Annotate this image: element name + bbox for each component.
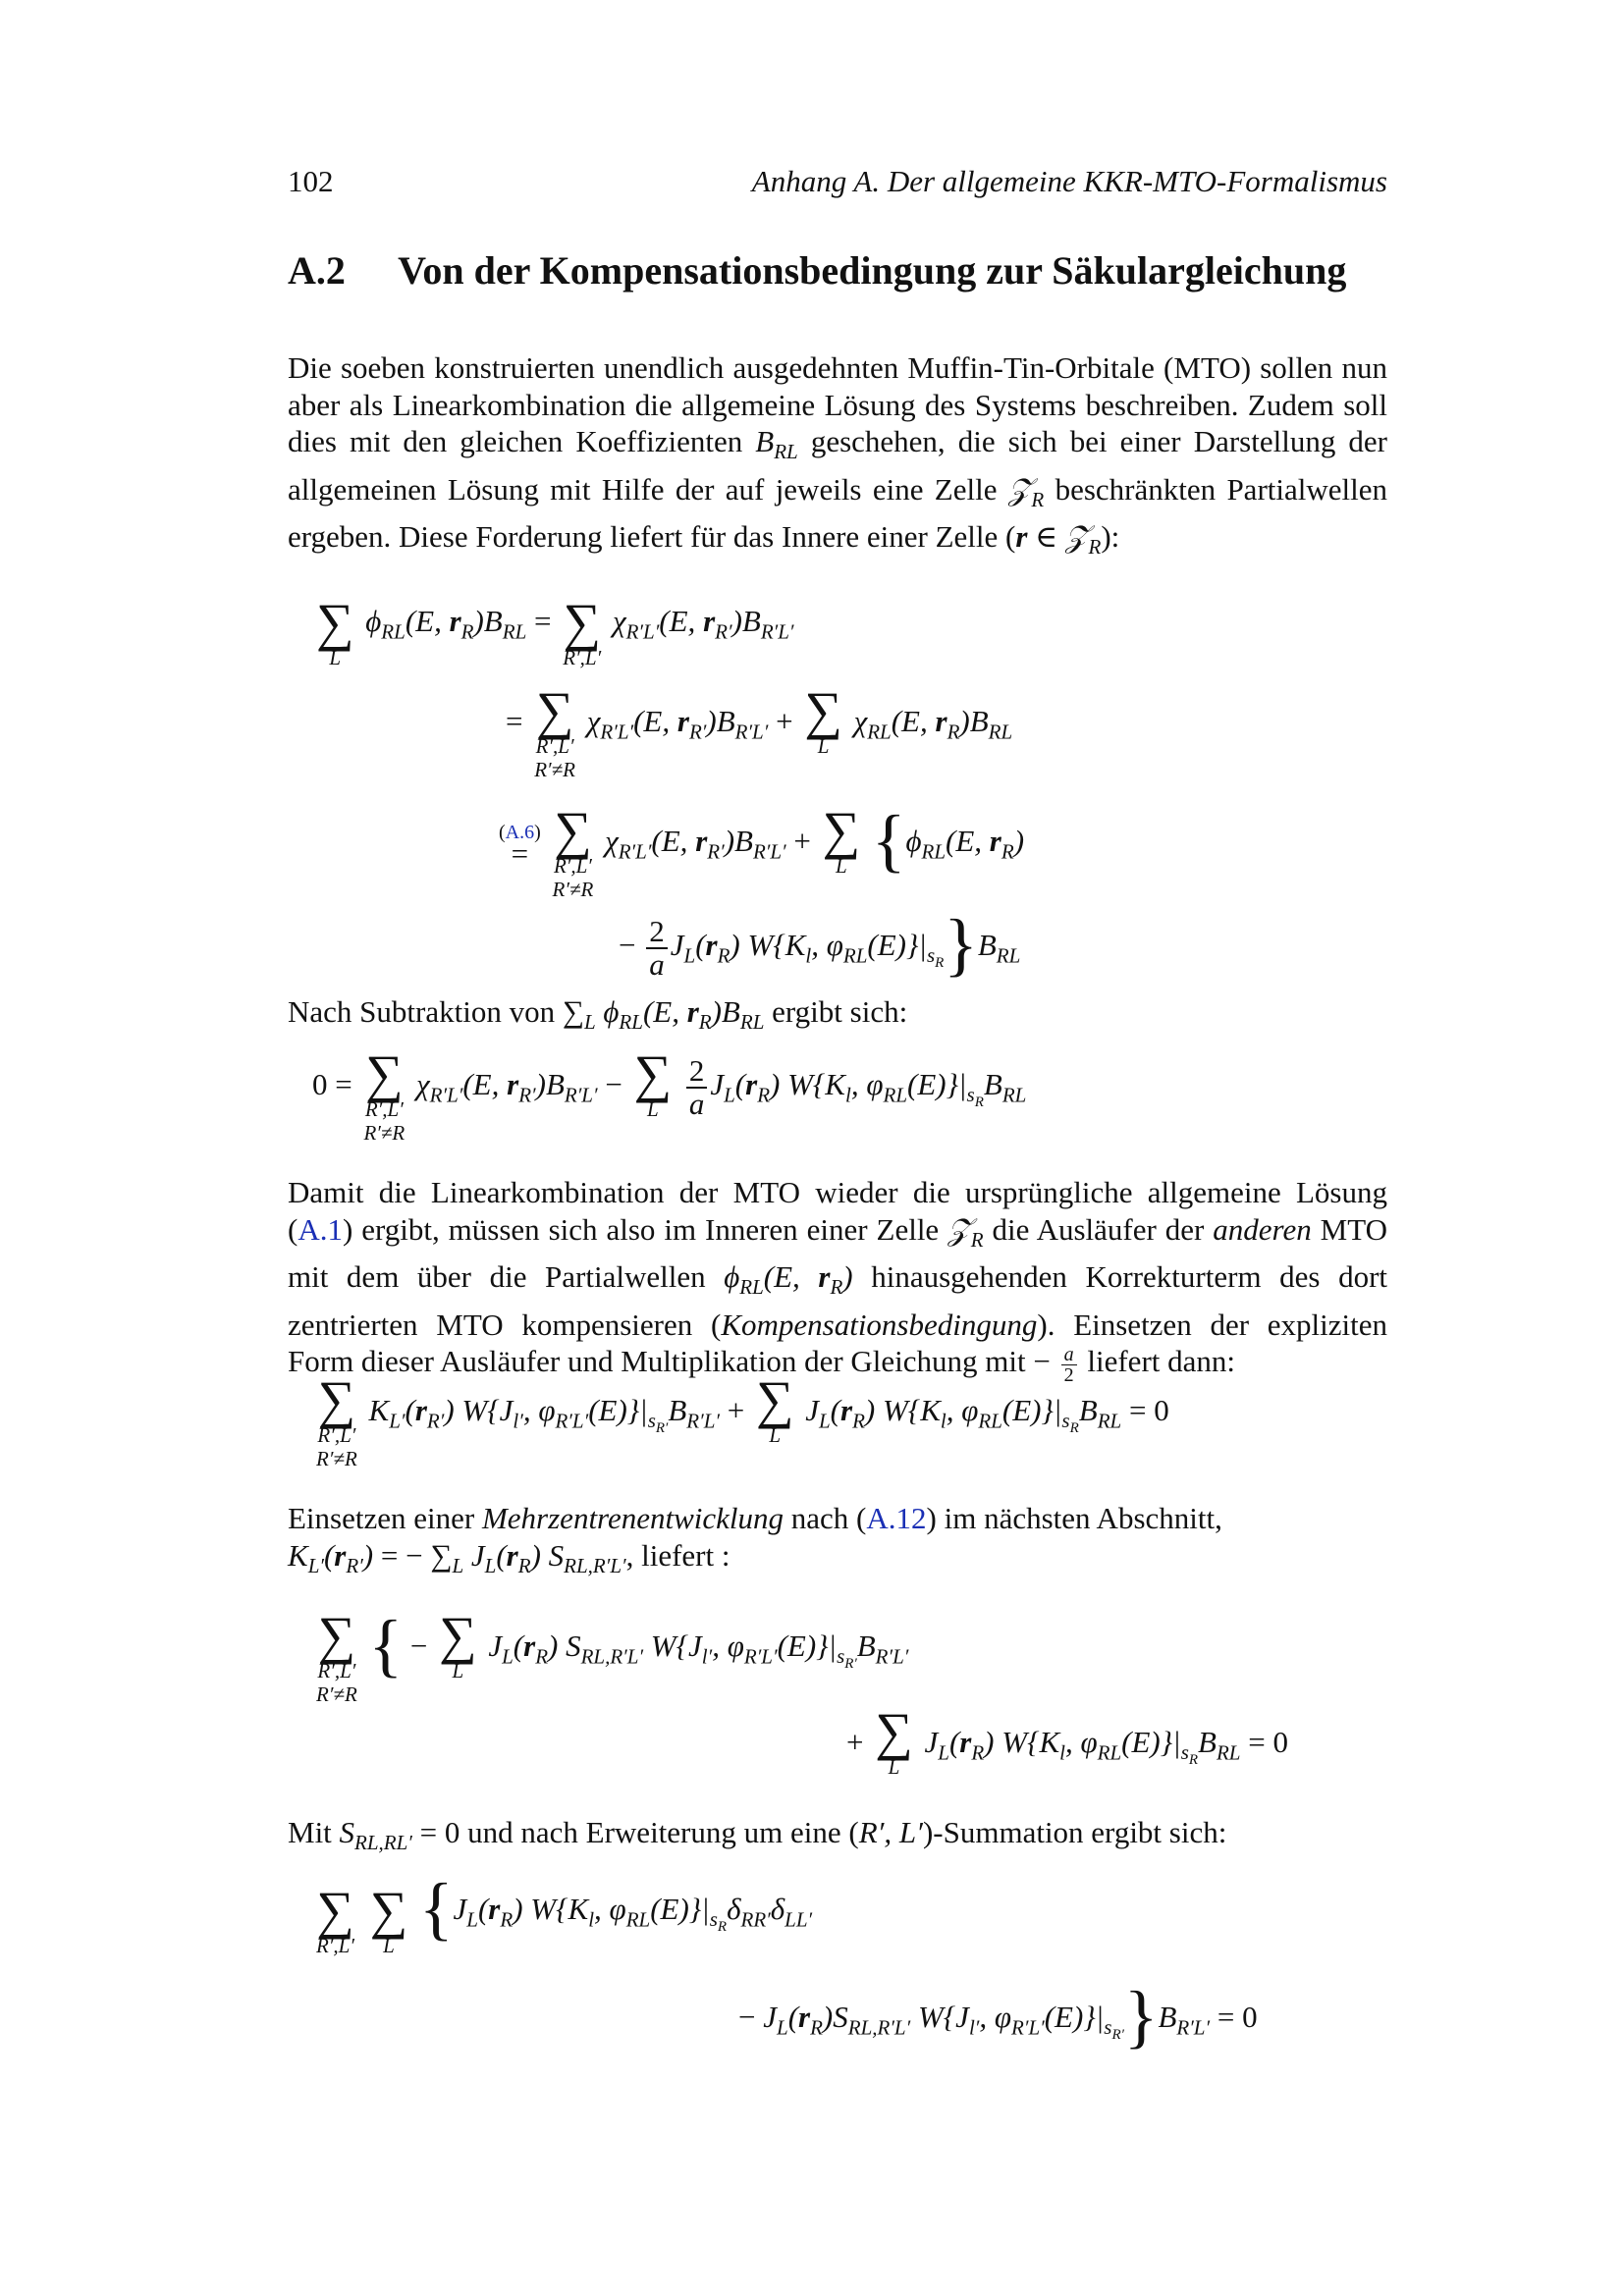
paragraph-subtraction: Nach Subtraktion von $\sum_L$ $\phi_{RL}(E$, $r_R)B_{RL}$ ergibt sich: [288,994,908,1035]
paragraph-intro: Die soeben konstruierten unendlich ausgedehnten Muffin-Tin-Orbitale (MTO) sollen nun aber als Linearkombination die allgemeine Lösung des Systems beschreiben. Zudem soll dies mit den gleichen Koeffizienten $B_{RL}$ geschehen, die sich bei einer Darstellung der allgemeinen Lösung mit Hilfe der auf jeweils eine Zelle 𝒵$_R$ beschränkten Partialwellen ergeben. Diese Forderung liefert für das Innere einer Zelle (r ∈ 𝒵$_R$): [288,350,1388,560]
section-title: Von der Kompensationsbedingung zur Säkulargleichung [398,248,1347,293]
equation-1-line-4: − $\frac{2}{a}$ $J_L(r_R)$ $W\{K_l$, $\varphi_{RL}(E)\}|_{s_R}\}B_{RL}$ [619,905,1021,984]
section-heading [288,247,1346,294]
section-number: A.2 [288,248,346,293]
paragraph-multicenter: Einsetzen einer Mehrzentrenentwicklung nach (A.12) im nächsten Abschnitt, $K_{L'}(r_{R'})$ = − $\sum_L$ $J_L(r_R)$ $S_{RL,R'L'}$, liefert : [288,1501,1222,1577]
running-title: Anhang A. Der allgemeine KKR-MTO-Formalismus [751,164,1387,198]
ref-a12[interactable]: A.12 [866,1501,927,1535]
equation-4-line-2: + ∑ L $J_L(r_R)$ $W\{K_l$, $\varphi_{RL}(E)\}|_{s_R}B_{RL} = 0$ [846,1702,1288,1779]
ref-a1[interactable]: A.1 [298,1211,343,1247]
equation-1-line-2: = ∑ R′,L′ R′≠R $\chi_{R'L'}(E$, $r_{R'})B_{R'L'}$ + ∑ L $\chi_{RL}(E$, $r_R)B_{RL}$ [506,681,1013,781]
paragraph-extension: Mit $S_{RL,RL'} = 0$ und nach Erweiterung um eine (R′, L′)-Summation ergibt sich: [288,1815,1227,1855]
equation-5-line-1: ∑ R′,L′ ∑ L {$J_L(r_R)$ $W\{K_l$, $\varphi_{RL}(E)\}|_{s_R}\delta_{RR'}\delta_{LL'}$ [316,1869,813,1957]
equation-4-line-1: ∑ R′,L′ R′≠R { − ∑ L $J_L(r_R)$ $S_{RL,R'L'}$ $W\{J_{l'}$, $\varphi_{R'L'}(E)\}|_{s_{R'}}B_{R'L'}$ [316,1606,909,1706]
equation-5-line-2: − $J_L(r_R)S_{RL,R'L'}$ $W\{J_{l'}$, $\varphi_{R'L'}(E)\}|_{s_{R'}}\}B_{R'L'} = 0$ [738,1977,1258,2056]
equation-2: 0 = ∑ R′,L′ R′≠R $\chi_{R'L'}(E$, $r_{R'})B_{R'L'}$ − ∑ L $\frac{2}{a}$ $J_L(r_R)$ $W\{K_l$, $\varphi_{RL}(E)\}|_{s_R}B_{RL}$ [312,1044,1027,1145]
equation-1-line-3: (A.6) = ∑ R′,L′ R′≠R $\chi_{R'L'}(E$, $r_{R'})B_{R'L'}$ + ∑ L {$\phi_{RL}(E$, $r_R$) [499,801,1025,901]
equation-3: ∑ R′,L′ R′≠R $K_{L'}(r_{R'})$ $W\{J_{l'}$, $\varphi_{R'L'}(E)\}|_{s_{R'}}B_{R'L'}$ + ∑ L $J_L(r_R)$ $W\{K_l$, $\varphi_{RL}(E)\}|_{s_R}B_{RL} = 0$ [316,1370,1169,1470]
ref-a6[interactable]: A.6 [505,822,535,843]
equation-1-line-1: ∑ L $\phi_{RL}(E$, $r_R)B_{RL}$ = ∑ R′,L′ $\chi_{R'L'}(E$, $r_{R'})B_{R'L'}$ [316,593,794,669]
page-number: 102 [288,164,334,198]
paragraph-compensation: Damit die Linearkombination der MTO wieder die ursprüngliche allgemeine Lösung (A.1) ergibt, müssen sich also im Inneren einer Zelle 𝒵$_R$ die Ausläufer der anderen MTO mit dem über die Partialwellen $\phi_{RL}(E$, $r_R$) hinausgehenden Korrekturterm des dort zentrierten MTO kompensieren (Kompensationsbedingung). Einsetzen der expliziten Form dieser Ausläufer und Multiplikation der Gleichung mit − $\frac{a}{2}$ liefert dann: [288,1175,1388,1386]
